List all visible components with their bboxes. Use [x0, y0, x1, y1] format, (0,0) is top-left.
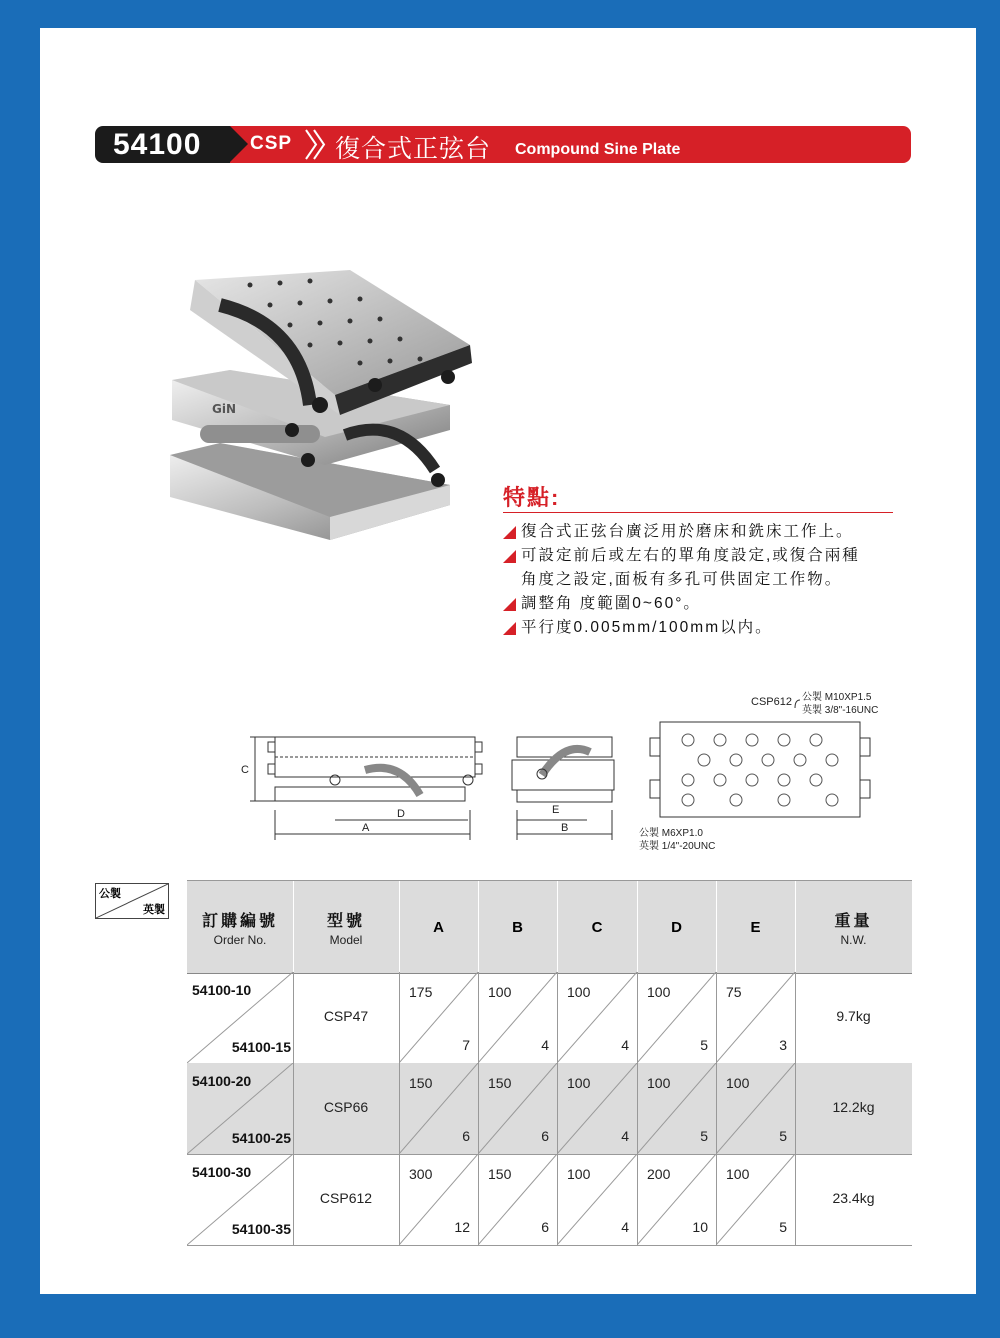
technical-drawings: [240, 680, 920, 855]
dimension-e-cell: [716, 972, 796, 1063]
metric-value: 100: [488, 984, 512, 1000]
dimension-d-cell: [637, 1154, 717, 1245]
dimension-a-cell: [399, 1154, 479, 1245]
features-title: 特點:: [503, 485, 561, 510]
header-e: E: [716, 881, 796, 973]
thread-bottom-inch: 英製 1/4"-20UNC: [639, 841, 716, 852]
order-no-inch: 54100-25: [231, 1130, 291, 1146]
product-number: 54100: [113, 128, 202, 161]
dimension-c-label: C: [241, 764, 249, 776]
feature-item-continued: 角度之設定,面板有多孔可供固定工作物。: [521, 571, 843, 588]
product-title-cn: 復合式正弦台: [335, 135, 492, 163]
table-row: [187, 1154, 912, 1246]
metric-value: 75: [726, 984, 742, 1000]
brand-logo: GiN: [212, 402, 237, 416]
inch-value: 4: [621, 1037, 629, 1053]
dimension-e-cell: [716, 1154, 796, 1245]
model-cell: [293, 972, 400, 1063]
legend-metric: 公製: [99, 888, 121, 900]
dimension-a-cell: [399, 1063, 479, 1154]
dimension-c-cell: [557, 1063, 638, 1154]
thread-top-metric: 公製 M10XP1.5: [802, 692, 872, 703]
header-bar: [95, 126, 911, 163]
features-divider: [503, 512, 893, 513]
model-value: CSP66: [323, 1099, 369, 1115]
feature-item: 平行度0.005mm/100mm以内。: [503, 616, 913, 640]
triangle-bullet-icon: [503, 598, 516, 611]
feature-item: 可設定前后或左右的單角度設定,或復合兩種: [503, 544, 913, 568]
metric-value: 150: [409, 1075, 433, 1091]
order-no-inch: 54100-35: [231, 1221, 291, 1237]
dimension-d-cell: [637, 972, 717, 1063]
dimension-b-cell: [478, 1154, 558, 1245]
header-a: A: [399, 881, 479, 973]
order-no-cell: [187, 1063, 294, 1154]
weight-value: 9.7kg: [836, 1008, 871, 1024]
weight-value: 12.2kg: [832, 1099, 875, 1115]
weight-value: 23.4kg: [832, 1190, 875, 1206]
table-header: [187, 880, 912, 974]
inch-value: 4: [541, 1037, 549, 1053]
dimension-c-cell: [557, 972, 638, 1063]
dimension-b-label: B: [561, 822, 569, 834]
dimension-e-label: E: [552, 804, 560, 816]
product-code: CSP: [250, 133, 293, 154]
dimension-b-cell: [478, 1063, 558, 1154]
thread-bottom-metric: 公製 M6XP1.0: [639, 828, 703, 839]
header-c: C: [557, 881, 638, 973]
unit-legend: [95, 883, 169, 919]
weight-cell: [795, 972, 912, 1063]
order-no-metric: 54100-20: [192, 1073, 252, 1089]
inch-value: 6: [462, 1128, 470, 1144]
inch-value: 6: [541, 1219, 549, 1235]
table-row: [187, 972, 912, 1064]
header-b: B: [478, 881, 558, 973]
triangle-bullet-icon: [503, 526, 516, 539]
metric-value: 100: [726, 1075, 750, 1091]
dimension-d-cell: [637, 1063, 717, 1154]
legend-inch: 英製: [143, 904, 165, 916]
model-value: CSP612: [319, 1190, 373, 1206]
header-model: 型號 Model: [293, 881, 400, 973]
metric-value: 175: [409, 984, 433, 1000]
order-no-metric: 54100-30: [192, 1164, 252, 1180]
order-no-metric: 54100-10: [192, 982, 252, 998]
inch-value: 4: [621, 1128, 629, 1144]
header-weight: 重量 N.W.: [834, 912, 873, 947]
dimension-b-cell: [478, 972, 558, 1063]
inch-value: 7: [462, 1037, 470, 1053]
metric-value: 150: [488, 1075, 512, 1091]
metric-value: 100: [567, 984, 591, 1000]
inch-value: 10: [692, 1219, 708, 1235]
feature-item: 調整角 度範圍0~60°。: [503, 592, 913, 616]
model-value: CSP47: [323, 1008, 369, 1024]
metric-value: 100: [567, 1075, 591, 1091]
metric-value: 100: [647, 1075, 671, 1091]
inch-value: 5: [700, 1037, 708, 1053]
inch-value: 4: [621, 1219, 629, 1235]
metric-value: 150: [488, 1166, 512, 1182]
inch-value: 5: [700, 1128, 708, 1144]
triangle-bullet-icon: [503, 550, 516, 563]
metric-value: 200: [647, 1166, 671, 1182]
dimension-a-cell: [399, 972, 479, 1063]
header-order-no: 訂購編號 Order No.: [187, 881, 294, 973]
metric-value: 100: [647, 984, 671, 1000]
dimension-e-cell: [716, 1063, 796, 1154]
dimension-d-label: D: [397, 808, 405, 820]
inch-value: 6: [541, 1128, 549, 1144]
inch-value: 5: [779, 1128, 787, 1144]
feature-item: 復合式正弦台廣泛用於磨床和銑床工作上。: [503, 520, 913, 544]
drawing-model-note: CSP612: [751, 696, 792, 708]
features-list: [503, 520, 913, 640]
chevron-icon: [302, 126, 332, 163]
inch-value: 3: [779, 1037, 787, 1053]
dimension-c-cell: [557, 1154, 638, 1245]
order-no-cell: [187, 1154, 294, 1245]
triangle-bullet-icon: [503, 622, 516, 635]
inch-value: 5: [779, 1219, 787, 1235]
metric-value: 100: [567, 1166, 591, 1182]
order-no-cell: [187, 972, 294, 1063]
weight-cell: [795, 1063, 912, 1154]
product-title-en: Compound Sine Plate: [515, 141, 681, 158]
thread-top-inch: 英製 3/8"-16UNC: [802, 705, 879, 716]
metric-value: 300: [409, 1166, 433, 1182]
weight-cell: [795, 1154, 912, 1245]
model-cell: [293, 1063, 400, 1154]
dimension-a-label: A: [362, 822, 370, 834]
metric-value: 100: [726, 1166, 750, 1182]
header-d: D: [637, 881, 717, 973]
product-photo: [160, 265, 480, 550]
table-row: [187, 1063, 912, 1155]
inch-value: 12: [454, 1219, 470, 1235]
model-cell: [293, 1154, 400, 1245]
order-no-inch: 54100-15: [231, 1039, 291, 1055]
